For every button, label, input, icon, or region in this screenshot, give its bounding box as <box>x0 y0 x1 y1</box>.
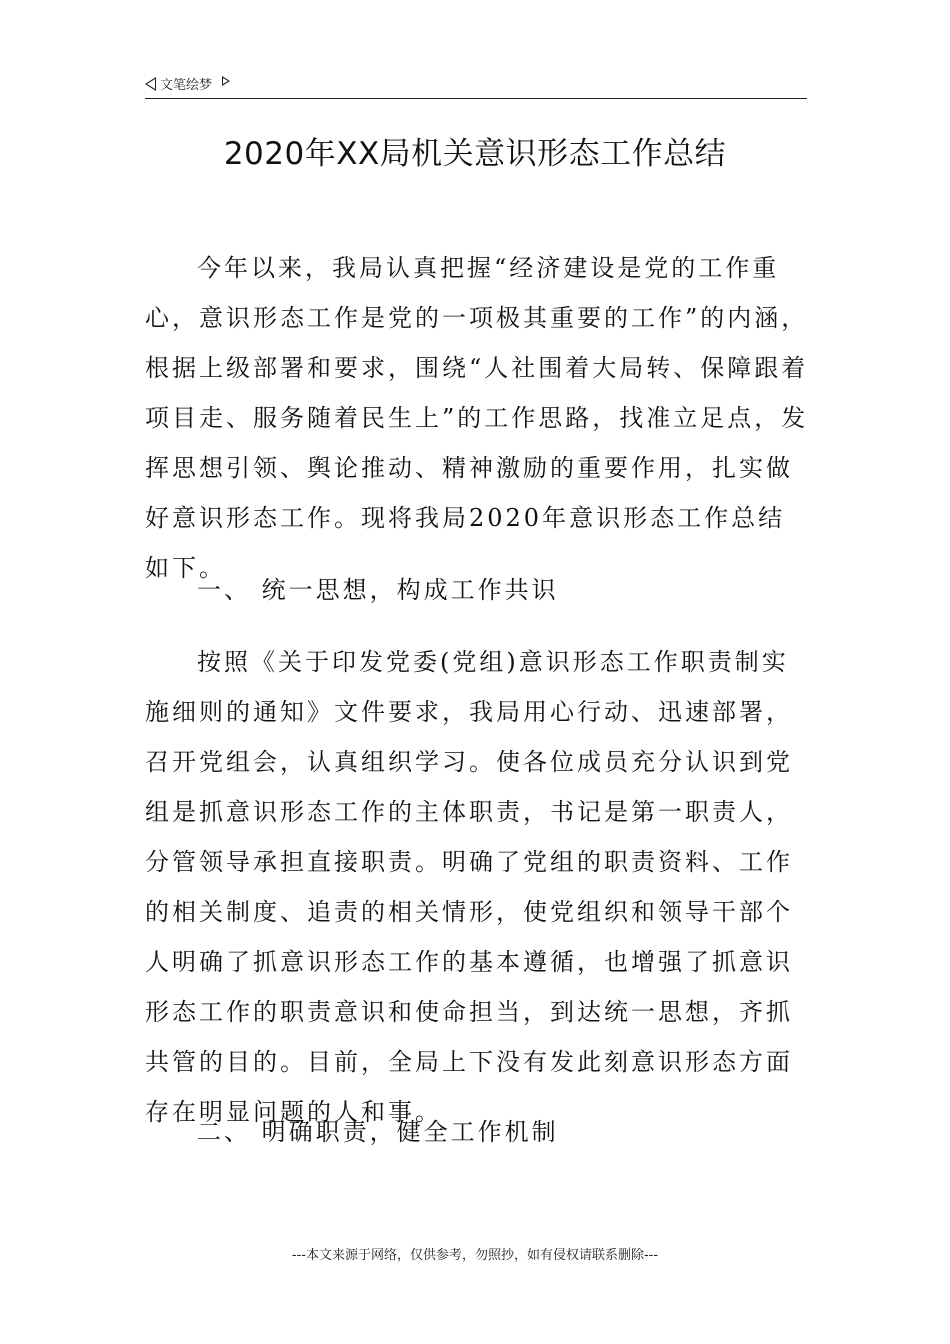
page-header <box>145 72 807 99</box>
footer-disclaimer: ---本文来源于网络，仅供参考，勿照抄，如有侵权请联系删除--- <box>291 1248 659 1263</box>
brand-mark <box>145 74 230 93</box>
right-triangle-icon <box>222 76 230 86</box>
section-heading-2: 二、 明确职责，健全工作机制 <box>197 1118 559 1146</box>
brand-name: 文笔绘梦 <box>160 78 213 93</box>
intro-paragraph: 今年以来，我局认真把握“经济建设是党的工作重心，意识形态工作是党的一项极其重要的工作”的内涵，根据上级部署和要求，围绕“人社围着大局转、保障跟着项目走、服务随着民生上”的工作思路，找准立足点，发挥思想引领、舆论推动、精神激励的重要作用，扎实做好意识形态工作。现将我局2020年意识形态工作总结如下。 <box>145 254 809 582</box>
document-title: 2020年XX局机关意识形态工作总结 <box>223 136 727 172</box>
left-triangle-icon <box>145 77 156 91</box>
section-1-paragraph: 按照《关于印发党委(党组)意识形态工作职责制实施细则的通知》文件要求，我局用心行动、迅速部署，召开党组会，认真组织学习。使各位成员充分认识到党组是抓意识形态工作的主体职责，书记是第一职责人，分管领导承担直接职责。明确了党组的职责资料、工作的相关制度、追责的相关情形，使党组织和领导干部个人明确了抓意识形态工作的基本遵循，也增强了抓意识形态工作的职责意识和使命担当，到达统一思想，齐抓共管的目的。目前，全局上下没有发此刻意识形态方面存在明显问题的人和事。 <box>145 648 793 1126</box>
section-heading-1: 一、 统一思想，构成工作共识 <box>197 576 559 604</box>
